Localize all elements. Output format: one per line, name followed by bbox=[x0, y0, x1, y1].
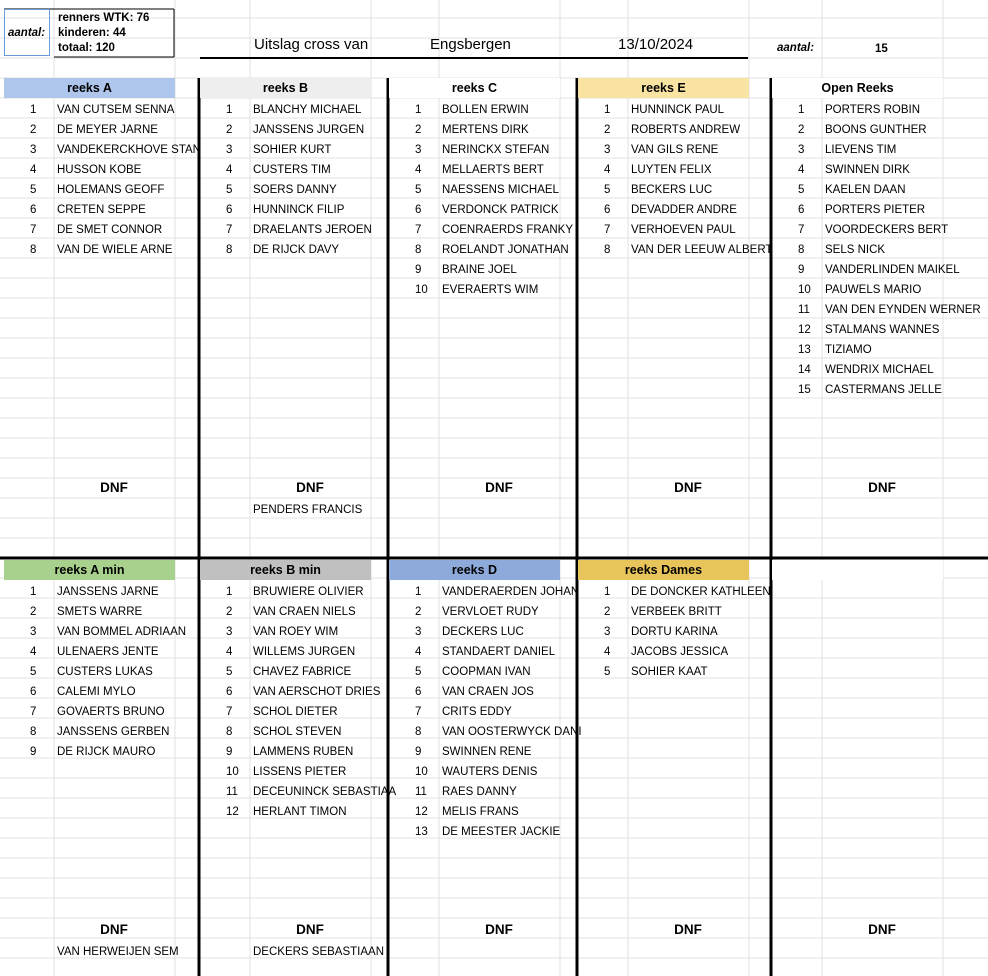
rider-name[interactable]: VERVLOET RUDY bbox=[442, 606, 539, 618]
rank-cell[interactable]: 9 bbox=[226, 746, 233, 758]
kinderen-count: kinderen: 44 bbox=[58, 27, 126, 39]
page-title: Uitslag cross van bbox=[254, 36, 369, 53]
rank-cell[interactable]: 8 bbox=[604, 244, 611, 256]
rank-cell[interactable]: 6 bbox=[226, 686, 233, 698]
rider-name[interactable]: CUSTERS LUKAS bbox=[57, 666, 153, 678]
rank-cell[interactable]: 6 bbox=[30, 204, 37, 216]
rank-cell[interactable]: 5 bbox=[226, 184, 233, 196]
rank-cell[interactable]: 5 bbox=[226, 666, 233, 678]
rider-name[interactable]: WAUTERS DENIS bbox=[442, 766, 538, 778]
renners-count: renners WTK: 76 bbox=[58, 12, 150, 24]
dnf-label: DNF bbox=[100, 480, 128, 495]
dnf-label: DNF bbox=[868, 922, 896, 937]
rank-cell[interactable]: 4 bbox=[798, 164, 805, 176]
rider-name[interactable]: JANSSENS GERBEN bbox=[57, 726, 170, 738]
rider-name[interactable]: VOORDECKERS BERT bbox=[825, 224, 949, 236]
rank-cell[interactable]: 1 bbox=[30, 586, 37, 598]
rider-name[interactable]: VAN CUTSEM SENNA bbox=[57, 104, 175, 116]
rank-cell[interactable]: 7 bbox=[30, 224, 37, 236]
dnf-label: DNF bbox=[485, 922, 513, 937]
rider-name[interactable]: HERLANT TIMON bbox=[253, 806, 347, 818]
dnf-rider-name[interactable]: VAN HERWEIJEN SEM bbox=[57, 946, 179, 958]
totaal-count: totaal: 120 bbox=[58, 42, 115, 54]
rank-cell[interactable]: 1 bbox=[415, 586, 422, 598]
rank-cell[interactable]: 8 bbox=[30, 726, 37, 738]
rank-cell[interactable]: 10 bbox=[226, 766, 239, 778]
dnf-label: DNF bbox=[100, 922, 128, 937]
rank-cell[interactable]: 13 bbox=[798, 344, 811, 356]
rider-name[interactable]: LUYTEN FELIX bbox=[631, 164, 712, 176]
rider-name[interactable]: VERHOEVEN PAUL bbox=[631, 224, 736, 236]
rank-cell[interactable]: 4 bbox=[226, 164, 233, 176]
rank-cell[interactable]: 4 bbox=[415, 646, 422, 658]
rank-cell[interactable]: 2 bbox=[604, 124, 611, 136]
dnf-label: DNF bbox=[674, 480, 702, 495]
rider-name[interactable]: SOERS DANNY bbox=[253, 184, 337, 196]
rider-name[interactable]: DEVADDER ANDRE bbox=[631, 204, 737, 216]
rank-cell[interactable]: 3 bbox=[30, 626, 37, 638]
rank-cell[interactable]: 8 bbox=[798, 244, 805, 256]
rank-cell[interactable]: 2 bbox=[415, 606, 422, 618]
rider-name[interactable]: BRAINE JOEL bbox=[442, 264, 517, 276]
series-header[interactable]: Open Reeks bbox=[772, 78, 943, 98]
rank-cell[interactable]: 8 bbox=[226, 244, 233, 256]
rider-name[interactable]: VANDERLINDEN MAIKEL bbox=[825, 264, 960, 276]
rider-name[interactable]: VANDEKERCKHOVE STAN bbox=[57, 144, 201, 156]
rank-cell[interactable]: 8 bbox=[415, 244, 422, 256]
rank-cell[interactable]: 2 bbox=[604, 606, 611, 618]
rank-cell[interactable]: 6 bbox=[604, 204, 611, 216]
rank-cell[interactable]: 8 bbox=[226, 726, 233, 738]
rank-cell[interactable]: 5 bbox=[604, 184, 611, 196]
rank-cell[interactable]: 8 bbox=[415, 726, 422, 738]
rider-name[interactable]: RAES DANNY bbox=[442, 786, 517, 798]
rider-name[interactable]: ROELANDT JONATHAN bbox=[442, 244, 569, 256]
rank-cell[interactable]: 5 bbox=[415, 184, 422, 196]
rank-cell[interactable]: 10 bbox=[798, 284, 811, 296]
rank-cell[interactable]: 4 bbox=[415, 164, 422, 176]
rider-name[interactable]: DE DONCKER KATHLEEN bbox=[631, 586, 771, 598]
rank-cell[interactable]: 2 bbox=[226, 124, 233, 136]
rank-cell[interactable]: 2 bbox=[415, 124, 422, 136]
rider-name[interactable]: HUNNINCK PAUL bbox=[631, 104, 725, 116]
dnf-label: DNF bbox=[868, 480, 896, 495]
rank-cell[interactable]: 1 bbox=[604, 586, 611, 598]
rank-cell[interactable]: 1 bbox=[604, 104, 611, 116]
rider-name[interactable]: VAN DER LEEUW ALBERT bbox=[631, 244, 773, 256]
rank-cell[interactable]: 6 bbox=[415, 204, 422, 216]
rider-name[interactable]: LIEVENS TIM bbox=[825, 144, 897, 156]
rank-cell[interactable]: 5 bbox=[30, 666, 37, 678]
rider-name[interactable]: PORTERS ROBIN bbox=[825, 104, 920, 116]
rank-cell[interactable]: 1 bbox=[226, 104, 233, 116]
rider-name[interactable]: VAN AERSCHOT DRIES bbox=[253, 686, 381, 698]
rank-cell[interactable]: 9 bbox=[30, 746, 37, 758]
rank-cell[interactable]: 7 bbox=[30, 706, 37, 718]
rank-cell[interactable]: 2 bbox=[30, 606, 37, 618]
rank-cell[interactable]: 4 bbox=[226, 646, 233, 658]
rider-name[interactable]: CHAVEZ FABRICE bbox=[253, 666, 352, 678]
rider-name[interactable]: CRETEN SEPPE bbox=[57, 204, 146, 216]
rank-cell[interactable]: 14 bbox=[798, 364, 811, 376]
rider-name[interactable]: DECEUNINCK SEBASTIAA bbox=[253, 786, 397, 798]
rider-name[interactable]: VANDERAERDEN JOHAN bbox=[442, 586, 580, 598]
rider-name[interactable]: HOLEMANS GEOFF bbox=[57, 184, 165, 196]
rank-cell[interactable]: 3 bbox=[798, 144, 805, 156]
rank-cell[interactable]: 11 bbox=[226, 786, 238, 798]
aantal-label: aantal: bbox=[8, 27, 46, 39]
rank-cell[interactable]: 9 bbox=[798, 264, 805, 276]
rank-cell[interactable]: 7 bbox=[798, 224, 805, 236]
race-location: Engsbergen bbox=[430, 36, 511, 53]
rider-name[interactable]: LAMMENS RUBEN bbox=[253, 746, 354, 758]
rank-cell[interactable]: 7 bbox=[415, 224, 422, 236]
rank-cell[interactable]: 3 bbox=[226, 144, 233, 156]
rider-name[interactable]: DECKERS LUC bbox=[442, 626, 524, 638]
rank-cell[interactable]: 4 bbox=[604, 164, 611, 176]
rank-cell[interactable]: 3 bbox=[226, 626, 233, 638]
dnf-label: DNF bbox=[296, 922, 324, 937]
rider-name[interactable]: LISSENS PIETER bbox=[253, 766, 347, 778]
rider-name[interactable]: SOHIER KAAT bbox=[631, 666, 708, 678]
rider-name[interactable]: JANSSENS JURGEN bbox=[253, 124, 365, 136]
aantal-right-label: aantal: bbox=[777, 42, 815, 54]
rank-cell[interactable]: 12 bbox=[415, 806, 428, 818]
rider-name[interactable]: GOVAERTS BRUNO bbox=[57, 706, 165, 718]
rider-name[interactable]: VAN ROEY WIM bbox=[253, 626, 339, 638]
rank-cell[interactable]: 3 bbox=[415, 144, 422, 156]
series-header[interactable]: reeks C bbox=[389, 78, 560, 98]
series-header[interactable]: reeks D bbox=[389, 560, 560, 580]
rank-cell[interactable]: 5 bbox=[415, 666, 422, 678]
rider-name[interactable]: DE RIJCK MAURO bbox=[57, 746, 156, 758]
rank-cell[interactable]: 2 bbox=[226, 606, 233, 618]
rank-cell[interactable]: 12 bbox=[226, 806, 239, 818]
rider-name[interactable]: DE MEYER JARNE bbox=[57, 124, 158, 136]
rider-name[interactable]: ROBERTS ANDREW bbox=[631, 124, 741, 136]
rider-name[interactable]: SOHIER KURT bbox=[253, 144, 332, 156]
series-header[interactable]: reeks E bbox=[578, 78, 749, 98]
rider-name[interactable]: BOONS GUNTHER bbox=[825, 124, 927, 136]
rider-name[interactable]: KAELEN DAAN bbox=[825, 184, 906, 196]
rider-name[interactable]: BRUWIERE OLIVIER bbox=[253, 586, 364, 598]
rider-name[interactable]: CASTERMANS JELLE bbox=[825, 384, 942, 396]
rider-name[interactable]: VAN OOSTERWYCK DANI bbox=[442, 726, 582, 738]
rank-cell[interactable]: 9 bbox=[415, 746, 422, 758]
rider-name[interactable]: SCHOL DIETER bbox=[253, 706, 338, 718]
rider-name[interactable]: DRAELANTS JEROEN bbox=[253, 224, 372, 236]
rider-name[interactable]: COOPMAN IVAN bbox=[442, 666, 531, 678]
rank-cell[interactable]: 5 bbox=[604, 666, 611, 678]
rider-name[interactable]: ULENAERS JENTE bbox=[57, 646, 159, 658]
dnf-label: DNF bbox=[674, 922, 702, 937]
series-header[interactable] bbox=[772, 560, 943, 580]
rank-cell[interactable]: 4 bbox=[30, 164, 37, 176]
rider-name[interactable]: VAN CRAEN NIELS bbox=[253, 606, 356, 618]
rider-name[interactable]: DE SMET CONNOR bbox=[57, 224, 163, 236]
rank-cell[interactable]: 11 bbox=[798, 304, 810, 316]
rider-name[interactable]: VERDONCK PATRICK bbox=[442, 204, 559, 216]
rank-cell[interactable]: 3 bbox=[415, 626, 422, 638]
rider-name[interactable]: SMETS WARRE bbox=[57, 606, 143, 618]
race-date: 13/10/2024 bbox=[618, 36, 694, 53]
rank-cell[interactable]: 7 bbox=[604, 224, 611, 236]
rider-name[interactable]: TIZIAMO bbox=[825, 344, 872, 356]
rank-cell[interactable]: 9 bbox=[415, 264, 422, 276]
series-header[interactable]: reeks Dames bbox=[578, 560, 749, 580]
dnf-rider-name[interactable]: DECKERS SEBASTIAAN bbox=[253, 946, 385, 958]
rider-name[interactable]: WENDRIX MICHAEL bbox=[825, 364, 934, 376]
rider-name[interactable]: JANSSENS JARNE bbox=[57, 586, 159, 598]
rank-cell[interactable]: 1 bbox=[415, 104, 422, 116]
rider-name[interactable]: MELLAERTS BERT bbox=[442, 164, 544, 176]
rank-cell[interactable]: 3 bbox=[604, 626, 611, 638]
rank-cell[interactable]: 11 bbox=[415, 786, 427, 798]
rider-name[interactable]: STALMANS WANNES bbox=[825, 324, 940, 336]
rank-cell[interactable]: 5 bbox=[798, 184, 805, 196]
dnf-label: DNF bbox=[296, 480, 324, 495]
rank-cell[interactable]: 10 bbox=[415, 284, 428, 296]
rider-name[interactable]: HUNNINCK FILIP bbox=[253, 204, 345, 216]
rank-cell[interactable]: 3 bbox=[604, 144, 611, 156]
rider-name[interactable]: JACOBS JESSICA bbox=[631, 646, 729, 658]
rank-cell[interactable]: 8 bbox=[30, 244, 37, 256]
rank-cell[interactable]: 6 bbox=[415, 686, 422, 698]
rank-cell[interactable]: 1 bbox=[798, 104, 805, 116]
rider-name[interactable]: BOLLEN ERWIN bbox=[442, 104, 529, 116]
rider-name[interactable]: CUSTERS TIM bbox=[253, 164, 331, 176]
rider-name[interactable]: VAN DE WIELE ARNE bbox=[57, 244, 173, 256]
rider-name[interactable]: SWINNEN DIRK bbox=[825, 164, 910, 176]
rider-name[interactable]: EVERAERTS WIM bbox=[442, 284, 539, 296]
rank-cell[interactable]: 12 bbox=[798, 324, 811, 336]
rank-cell[interactable]: 4 bbox=[30, 646, 37, 658]
rider-name[interactable]: MELIS FRANS bbox=[442, 806, 519, 818]
rank-cell[interactable]: 1 bbox=[30, 104, 37, 116]
rider-name[interactable]: VERBEEK BRITT bbox=[631, 606, 722, 618]
rider-name[interactable]: WILLEMS JURGEN bbox=[253, 646, 356, 658]
rank-cell[interactable]: 10 bbox=[415, 766, 428, 778]
rider-name[interactable]: HUSSON KOBE bbox=[57, 164, 142, 176]
rider-name[interactable]: VAN DEN EYNDEN WERNER bbox=[825, 304, 981, 316]
rank-cell[interactable]: 6 bbox=[226, 204, 233, 216]
rider-name[interactable]: DE RIJCK DAVY bbox=[253, 244, 340, 256]
rider-name[interactable]: PORTERS PIETER bbox=[825, 204, 926, 216]
rider-name[interactable]: SWINNEN RENE bbox=[442, 746, 532, 758]
rider-name[interactable]: CRITS EDDY bbox=[442, 706, 512, 718]
rider-name[interactable]: NERINCKX STEFAN bbox=[442, 144, 550, 156]
rank-cell[interactable]: 6 bbox=[30, 686, 37, 698]
rider-name[interactable]: MERTENS DIRK bbox=[442, 124, 529, 136]
rank-cell[interactable]: 13 bbox=[415, 826, 428, 838]
rank-cell[interactable]: 7 bbox=[415, 706, 422, 718]
rider-name[interactable]: CALEMI MYLO bbox=[57, 686, 136, 698]
rider-name[interactable]: DE MEESTER JACKIE bbox=[442, 826, 561, 838]
series-header[interactable]: reeks B bbox=[200, 78, 371, 98]
dnf-label: DNF bbox=[485, 480, 513, 495]
rank-cell[interactable]: 7 bbox=[226, 224, 233, 236]
rank-cell[interactable]: 15 bbox=[798, 384, 811, 396]
rank-cell[interactable]: 5 bbox=[30, 184, 37, 196]
dnf-rider-name[interactable]: PENDERS FRANCIS bbox=[253, 504, 363, 516]
rank-cell[interactable]: 3 bbox=[30, 144, 37, 156]
series-header[interactable]: reeks B min bbox=[200, 560, 371, 580]
rider-name[interactable]: BECKERS LUC bbox=[631, 184, 713, 196]
rider-name[interactable]: NAESSENS MICHAEL bbox=[442, 184, 559, 196]
rider-name[interactable]: VAN BOMMEL ADRIAAN bbox=[57, 626, 187, 638]
rider-name[interactable]: VAN GILS RENE bbox=[631, 144, 719, 156]
rider-name[interactable]: STANDAERT DANIEL bbox=[442, 646, 556, 658]
rider-name[interactable]: SCHOL STEVEN bbox=[253, 726, 342, 738]
rank-cell[interactable]: 2 bbox=[30, 124, 37, 136]
rank-cell[interactable]: 4 bbox=[604, 646, 611, 658]
rank-cell[interactable]: 6 bbox=[798, 204, 805, 216]
rider-name[interactable]: VAN CRAEN JOS bbox=[442, 686, 534, 698]
aantal-right-value: 15 bbox=[875, 43, 888, 55]
rank-cell[interactable]: 1 bbox=[226, 586, 233, 598]
rider-name[interactable]: COENRAERDS FRANKY bbox=[442, 224, 573, 236]
rank-cell[interactable]: 7 bbox=[226, 706, 233, 718]
series-header[interactable]: reeks A min bbox=[4, 560, 175, 580]
rider-name[interactable]: BLANCHY MICHAEL bbox=[253, 104, 362, 116]
rider-name[interactable]: SELS NICK bbox=[825, 244, 886, 256]
rider-name[interactable]: DORTU KARINA bbox=[631, 626, 718, 638]
rider-name[interactable]: PAUWELS MARIO bbox=[825, 284, 922, 296]
rank-cell[interactable]: 2 bbox=[798, 124, 805, 136]
series-header[interactable]: reeks A bbox=[4, 78, 175, 98]
